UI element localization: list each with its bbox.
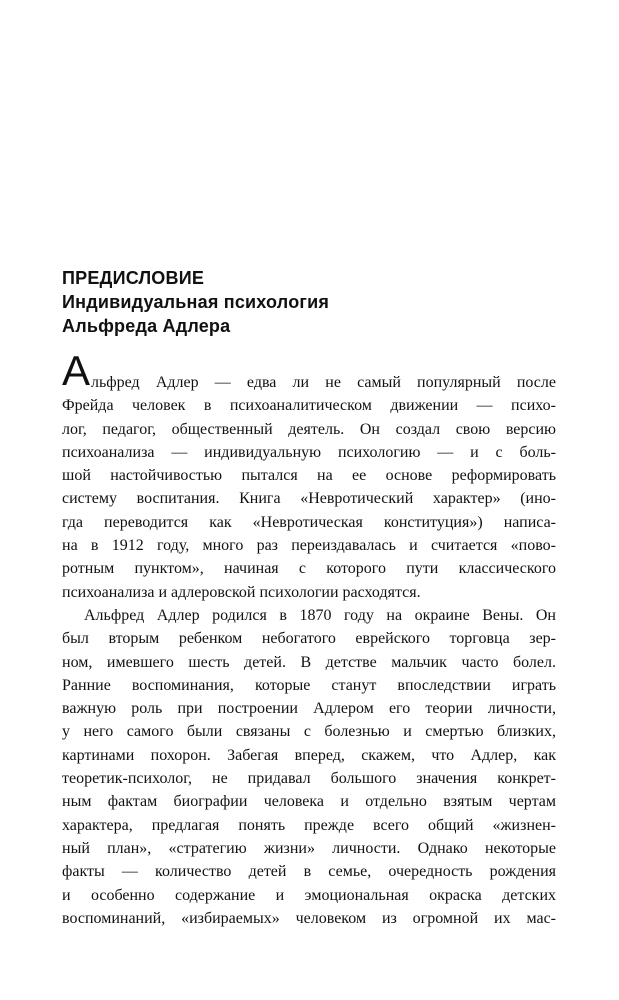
- chapter-subtitle-line-1: Индивидуальная психология: [62, 292, 330, 312]
- text-line: на в 1912 году, много раз переиздавалась и считается «пово-: [62, 537, 556, 555]
- text-line-paragraph-start: Альфред Адлер родился в 1870 году на окраине Вены. Он: [84, 606, 556, 624]
- text-line: Ранние воспоминания, которые станут впоследствии играть: [62, 676, 556, 694]
- text-line: факты — количество детей в семье, очередность рождения: [62, 863, 556, 881]
- text-line: ротным пунктом», начиная с которого пути классического: [62, 560, 556, 578]
- body-text: [62, 347, 556, 930]
- text-line: ным фактам биографии человека и отдельно взятым чертам: [62, 793, 556, 811]
- text-line: лог, педагог, общественный деятель. Он создал свою версию: [62, 420, 556, 438]
- text-line: Фрейда человек в психоаналитическом движении — психо-: [62, 397, 556, 415]
- text-line: систему воспитания. Книга «Невротический характер» (ино-: [62, 490, 556, 508]
- chapter-title: ПРЕДИСЛОВИЕ: [62, 268, 205, 288]
- text-line: у него самого были связаны с болезнью и смертью близких,: [62, 723, 556, 741]
- text-line: ный план», «стратегию жизни» личности. Однако некоторые: [62, 839, 556, 857]
- chapter-heading: [62, 266, 329, 338]
- text-line: характера, предлагая понять прежде всего общий «жизнен-: [62, 816, 556, 834]
- drop-cap: А: [62, 347, 91, 394]
- text-line-1-content: льфред Адлер — едва ли не самый популярный после: [91, 374, 556, 391]
- text-line: гда переводится как «Невротическая конституция») написа-: [62, 513, 556, 531]
- chapter-subtitle-line-2: Альфреда Адлера: [62, 316, 231, 336]
- text-line: теоретик-психолог, не придавал большого значения конкрет-: [62, 770, 556, 788]
- text-line-paragraph-end: психоанализа и адлеровской психологии расходятся.: [62, 583, 421, 601]
- text-line: воспоминаний, «избираемых» человеком из огромной их мас-: [62, 909, 556, 927]
- text-line: психоанализа — индивидуальную психологию — и с боль-: [62, 443, 556, 461]
- text-line: шой настойчивостью пытался на ее основе реформировать: [62, 467, 556, 485]
- text-line: был вторым ребенком небогатого еврейского торговца зер-: [62, 630, 556, 648]
- text-line-1: [62, 347, 556, 394]
- text-line: важную роль при построении Адлером его теории личности,: [62, 700, 556, 718]
- text-line: и особенно содержание и эмоциональная окраска детских: [62, 886, 556, 904]
- text-line: картинами похорон. Забегая вперед, скажем, что Адлер, как: [62, 746, 556, 764]
- text-line: ном, имевшего шесть детей. В детстве мальчик часто болел.: [62, 653, 556, 671]
